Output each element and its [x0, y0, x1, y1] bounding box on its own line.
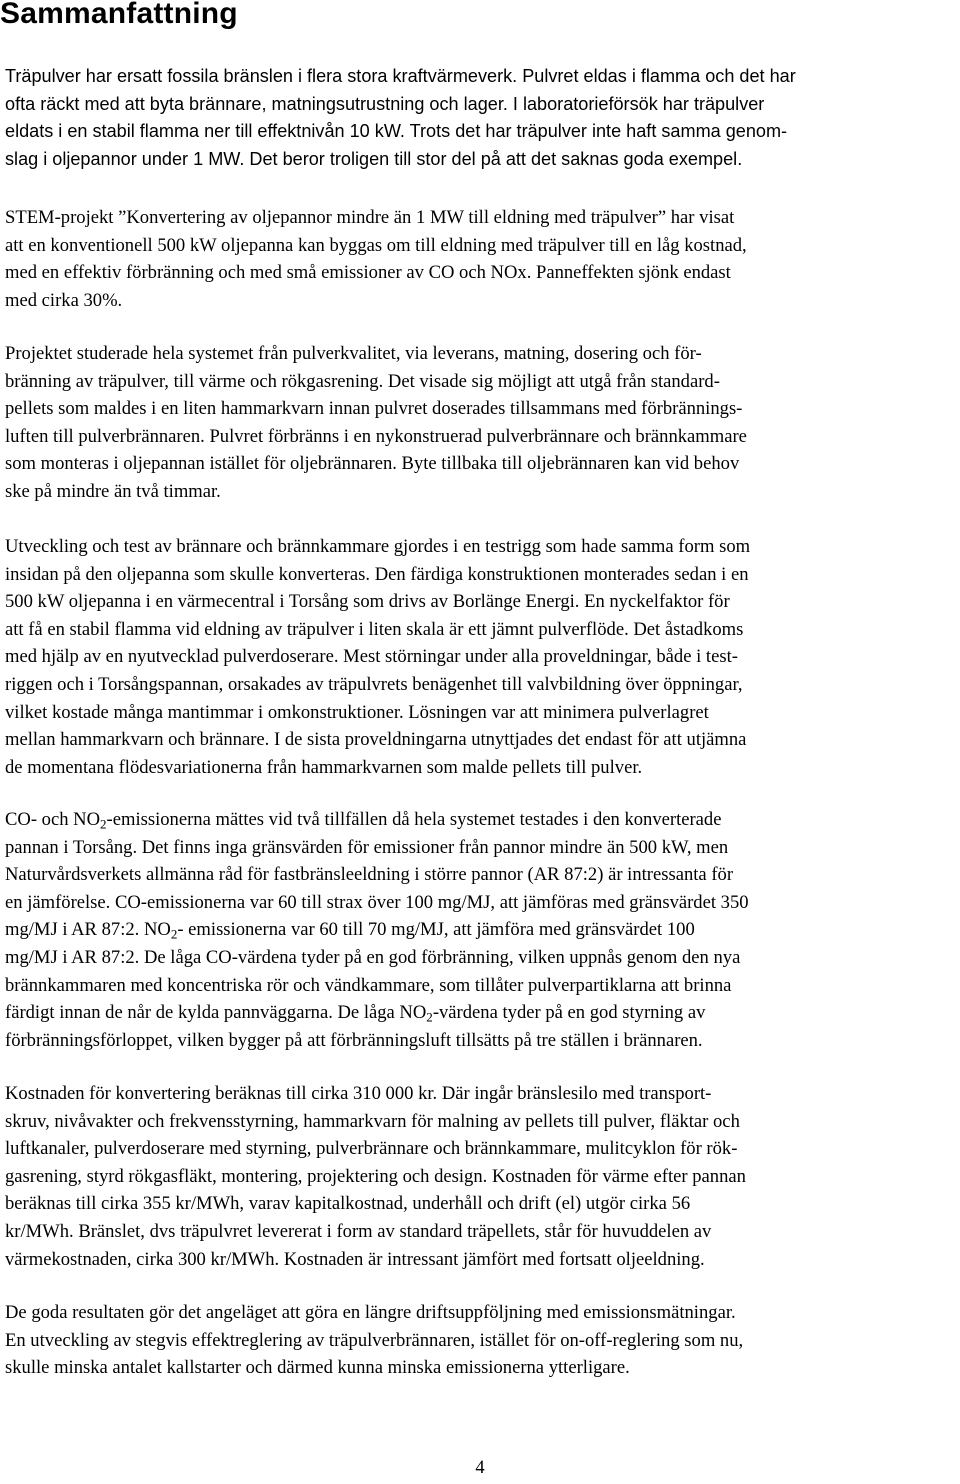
- page-number: 4: [475, 1457, 485, 1478]
- text-segment: CO- och NO: [5, 809, 101, 830]
- text-line: gasrening, styrd rökgasfläkt, montering, projektering och design. Kostnaden för värme efter pannan: [5, 1165, 746, 1187]
- text-line: att få en stabil flamma vid eldning av träpulver i liten skala är ett jämnt pulverflöde. Det åstadkoms: [5, 618, 744, 640]
- paragraph-development-test: [5, 533, 957, 781]
- text-line: Utveckling och test av brännare och brännkammare gjordes i en testrigg som hade samma form som: [5, 536, 751, 557]
- text-line: beräknas till cirka 355 kr/MWh, varav kapitalkostnad, underhåll och drift (el) utgör cirka 56: [5, 1193, 691, 1215]
- text-line: En utveckling av stegvis effektreglering av träpulverbrännaren, istället för on-off-reglering som nu,: [5, 1329, 744, 1351]
- text-line: [5, 999, 957, 1027]
- text-segment: mg/MJ i AR 87:2. NO: [5, 919, 171, 941]
- text-line: med cirka 30%.: [5, 289, 123, 311]
- subscript: 2: [100, 816, 107, 832]
- text-line: Projektet studerade hela systemet från pulverkvalitet, via leverans, matning, dosering och för-: [5, 343, 702, 364]
- paragraph-system-description: [5, 340, 957, 506]
- text-line: eldats i en stabil flamma ner till effektnivån 10 kW. Trots det har träpulver inte haft samma genom-: [5, 121, 788, 142]
- text-line: Naturvårdsverkets allmänna råd för fastbränsleeldning i större pannor (AR 87:2) är intressanta för: [5, 864, 734, 886]
- text-line: luftkanaler, pulverdoserare med styrning, pulverbrännare och brännkammare, mulitcyklon för rök-: [5, 1138, 738, 1160]
- text-line: en jämförelse. CO-emissionerna var 60 till strax över 100 mg/MJ, att jämföras med gränsvärdet 350: [5, 891, 749, 913]
- text-line: Träpulver har ersatt fossila bränslen i flera stora kraftvärmeverk. Pulvret eldas i flamma och det har: [5, 66, 796, 86]
- text-line: 500 kW oljepanna i en värmecentral i Torsång som drivs av Borlänge Energi. En nyckelfaktor för: [5, 591, 730, 613]
- text-segment: färdigt innan de når de kylda pannväggarna. De låga NO: [5, 1002, 427, 1024]
- text-line: ofta räckt med att byta brännare, matningsutrustning och lager. I laboratorieförsök har träpulver: [5, 93, 765, 114]
- subscript: 2: [170, 926, 178, 942]
- text-segment: -värdena tyder på en god styrning av: [432, 1002, 706, 1024]
- text-line: vilket kostade många mantimmar i omkonstruktioner. Lösningen var att minimera pulverlagret: [5, 701, 709, 723]
- text-line: slag i oljepannor under 1 MW. Det beror troligen till stor del på att det saknas goda exempel.: [5, 148, 743, 169]
- text-segment: -emissionerna mättes vid två tillfällen då hela systemet testades i den konverterade: [106, 809, 722, 830]
- paragraph-project-result: [5, 204, 957, 314]
- text-line: De goda resultaten gör det angeläget att göra en längre driftsuppföljning med emissionsmätningar.: [5, 1302, 736, 1323]
- text-line: de momentana flödesvariationerna från hammarkvarnen som malde pellets till pulver.: [5, 756, 643, 778]
- paragraph-intro: [5, 63, 957, 173]
- text-line: riggen och i Torsångspannan, orsakades av träpulvrets benägenhet till valvbildning över öppningar,: [5, 673, 743, 695]
- text-line: mellan hammarkvarn och brännare. I de sista proveldningarna utnyttjades det endast för att utjämna: [5, 729, 747, 751]
- text-line: med hjälp av en nyutvecklad pulverdoserare. Mest störningar under alla proveldningar, både i test-: [5, 646, 738, 668]
- text-line: [5, 806, 957, 834]
- text-line: att en konventionell 500 kW oljepanna kan byggas om till eldning med träpulver till en låg kostnad,: [5, 234, 747, 256]
- text-line: STEM-projekt ”Konvertering av oljepannor mindre än 1 MW till eldning med träpulver” har visat: [5, 207, 735, 228]
- paragraph-costs: [5, 1080, 957, 1273]
- text-line: mg/MJ i AR 87:2. De låga CO-värdena tyder på en god förbränning, vilken uppnås genom den nya: [5, 946, 741, 968]
- text-line: som monteras i oljepannan istället för oljebrännaren. Byte tillbaka till oljebrännaren kan vid behov: [5, 453, 740, 475]
- paragraph-conclusion: [5, 1299, 957, 1382]
- page-title: Sammanfattning: [0, 0, 238, 30]
- text-line: förbränningsförloppet, vilken bygger på att förbränningsluft tillsätts på tre ställen i brännaren.: [5, 1029, 703, 1051]
- text-line: pellets som maldes i en liten hammarkvarn innan pulvret doserades tillsammans med förbrännings-: [5, 398, 743, 420]
- subscript: 2: [426, 1009, 433, 1025]
- text-line: [5, 916, 957, 944]
- text-line: pannan i Torsång. Det finns inga gränsvärden för emissioner från pannor mindre än 500 kW, men: [5, 836, 729, 858]
- text-line: insidan på den oljepanna som skulle konverteras. Den färdiga konstruktionen monterades sedan i en: [5, 563, 749, 585]
- text-line: kr/MWh. Bränslet, dvs träpulvret levererat i form av standard träpellets, står för huvuddelen av: [5, 1220, 712, 1242]
- text-line: skruv, nivåvakter och frekvensstyrning, hammarkvarn för malning av pellets till pulver, fläktar och: [5, 1110, 740, 1132]
- text-segment: - emissionerna var 60 till 70 mg/MJ, att jämföra med gränsvärdet 100: [177, 919, 695, 941]
- text-line: Kostnaden för konvertering beräknas till cirka 310 000 kr. Där ingår bränslesilo med transport-: [5, 1083, 712, 1104]
- text-line: värmekostnaden, cirka 300 kr/MWh. Kostnaden är intressant jämfört med fortsatt oljeeldning.: [5, 1248, 705, 1270]
- text-line: bränning av träpulver, till värme och rökgasrening. Det visade sig möjligt att utgå från standard-: [5, 370, 720, 392]
- paragraph-emissions: [5, 806, 957, 1054]
- text-line: skulle minska antalet kallstarter och därmed kunna minska emissionerna ytterligare.: [5, 1357, 630, 1379]
- text-line: ske på mindre än två timmar.: [5, 480, 221, 502]
- text-line: brännkammaren med koncentriska rör och vändkammare, som tillåter pulverpartiklarna att brinna: [5, 974, 732, 996]
- text-line: luften till pulverbrännaren. Pulvret förbränns i en nykonstruerad pulverbrännare och brännkammare: [5, 425, 747, 447]
- text-line: med en effektiv förbränning och med små emissioner av CO och NOx. Panneffekten sjönk endast: [5, 262, 731, 284]
